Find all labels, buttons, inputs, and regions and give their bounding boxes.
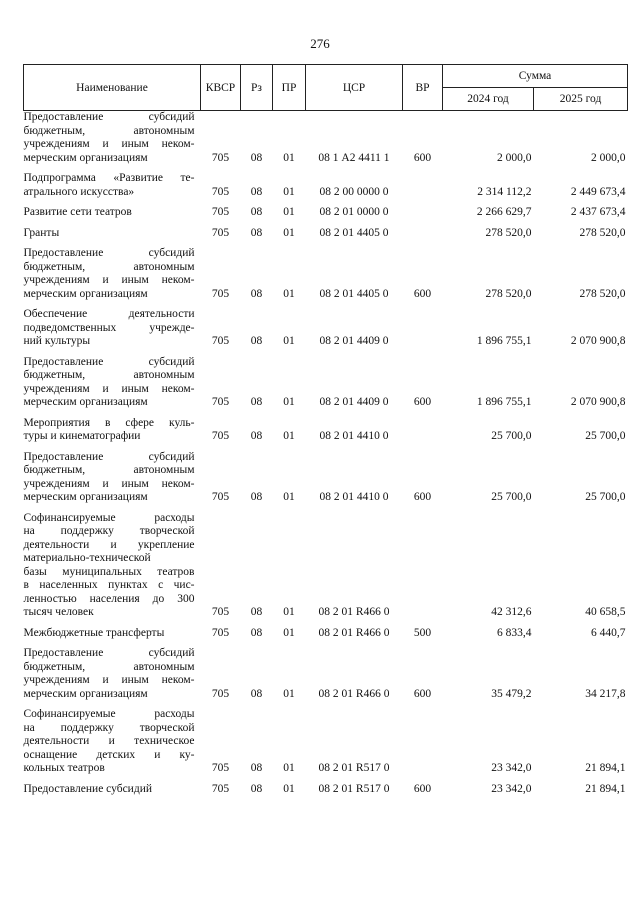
row-sum-2025: 40 658,5 — [585, 606, 626, 618]
row-name-line: мерческим организациям — [23, 687, 148, 700]
row-rz: 08 — [250, 491, 263, 503]
row-pr: 01 — [283, 626, 295, 639]
table-row — [24, 111, 628, 168]
row-vr: 500 — [413, 626, 432, 639]
table-header — [24, 65, 628, 111]
row-name-line: мерческим организациям — [23, 287, 148, 300]
row-name-line: материально-технической — [23, 552, 151, 564]
row-rz: 08 — [250, 185, 263, 198]
row-vr — [403, 222, 443, 243]
row-sum-2024: 2 266 629,7 — [476, 206, 532, 218]
row-vr: 600 — [413, 287, 432, 300]
page-number: 276 — [310, 36, 330, 51]
row-name — [24, 111, 201, 168]
row-name-line: Предоставление субсидий — [23, 450, 195, 463]
row-rz: 08 — [250, 762, 263, 774]
row-rz: 08 — [250, 430, 263, 442]
row-name-line: Обеспечение деятельности — [23, 308, 195, 320]
row-sum-2024: 23 342,0 — [491, 782, 532, 795]
row-sum-2024: 23 342,0 — [491, 762, 532, 774]
row-csr: 08 2 01 4410 0 — [319, 491, 389, 503]
row-name-line: Развитие сети театров — [23, 206, 132, 218]
header-csr: ЦСР — [306, 65, 403, 111]
row-vr: 600 — [413, 687, 432, 700]
row-name-line: на поддержку творческой — [23, 525, 195, 537]
header-pr: ПР — [273, 65, 306, 111]
row-kvsr: 705 — [211, 151, 230, 164]
row-pr: 01 — [283, 185, 295, 198]
row-pr: 01 — [283, 396, 295, 408]
row-sum-2025: 2 437 673,4 — [570, 206, 626, 218]
row-name-line: бюджетным, автономным — [23, 260, 195, 273]
row-name-line: ленностью населения до 300 — [23, 592, 195, 605]
row-rz: 08 — [250, 396, 263, 408]
row-sum-2024: 278 520,0 — [485, 226, 532, 239]
row-vr — [403, 507, 443, 622]
table-row — [24, 778, 628, 799]
row-name-line: Предоставление субсидий — [23, 355, 195, 368]
row-name-line: деятельности и укрепление — [23, 538, 195, 551]
row-name-line: бюджетным, автономным — [23, 369, 195, 381]
row-sum-2025: 2 070 900,8 — [570, 335, 626, 347]
row-name-line: Софинансируемые расходы — [23, 708, 195, 720]
header-sum: Сумма — [443, 65, 628, 88]
row-pr: 01 — [283, 335, 295, 347]
row-name — [24, 642, 201, 703]
row-vr — [403, 703, 443, 778]
table-row — [24, 201, 628, 222]
row-name-line: бюджетным, автономным — [23, 464, 195, 476]
row-rz: 08 — [250, 626, 263, 639]
row-name-line: на поддержку творческой — [23, 721, 195, 734]
header-rz: Рз — [241, 65, 273, 111]
row-sum-2024: 1 896 755,1 — [476, 396, 532, 408]
row-sum-2025: 6 440,7 — [591, 626, 626, 639]
row-vr — [403, 201, 443, 222]
table-row — [24, 446, 628, 507]
row-sum-2025: 25 700,0 — [585, 430, 626, 442]
row-vr: 600 — [413, 782, 432, 795]
budget-table — [23, 64, 628, 798]
header-year-2024: 2024 год — [443, 88, 534, 111]
row-pr: 01 — [283, 491, 295, 503]
row-name-line: базы муниципальных театров — [23, 565, 195, 578]
table-row — [24, 351, 628, 412]
row-name-line: мерческим организациям — [23, 396, 148, 408]
row-name-line: мерческим организациям — [23, 491, 148, 503]
row-name-line: Подпрограмма «Развитие те- — [23, 172, 195, 184]
row-sum-2024: 1 896 755,1 — [476, 335, 532, 347]
row-kvsr: 705 — [211, 396, 230, 408]
row-csr: 08 2 01 R466 0 — [318, 626, 390, 639]
row-rz: 08 — [250, 335, 263, 347]
table-row — [24, 412, 628, 446]
row-name-line: учреждениям и иным неком- — [23, 138, 195, 150]
row-csr: 08 2 00 0000 0 — [319, 185, 389, 198]
row-sum-2024: 25 700,0 — [491, 430, 532, 442]
row-kvsr: 705 — [211, 287, 230, 300]
header-year-2025: 2025 год — [534, 88, 628, 111]
row-sum-2025: 278 520,0 — [579, 287, 626, 300]
row-name-line: мерческим организациям — [23, 151, 148, 164]
row-pr: 01 — [283, 206, 295, 218]
row-name-line: в населенных пунктах с чис- — [23, 579, 195, 591]
row-name — [24, 242, 201, 303]
row-name — [24, 303, 201, 351]
row-sum-2024: 2 314 112,2 — [477, 185, 532, 198]
row-csr: 08 2 01 R517 0 — [318, 762, 390, 774]
row-csr: 08 2 01 4410 0 — [319, 430, 389, 442]
row-sum-2025: 25 700,0 — [585, 491, 626, 503]
row-name-line: туры и кинематографии — [23, 430, 141, 442]
row-csr: 08 2 01 4409 0 — [319, 396, 389, 408]
row-csr: 08 2 01 R517 0 — [318, 782, 390, 795]
row-csr: 08 2 01 R466 0 — [318, 606, 390, 618]
row-name — [24, 201, 201, 222]
table-row — [24, 242, 628, 303]
row-sum-2025: 21 894,1 — [585, 782, 626, 795]
row-vr — [403, 303, 443, 351]
row-name-line: оснащение детских и ку- — [23, 748, 195, 761]
row-pr: 01 — [283, 762, 295, 774]
row-name-line: атрального искусства» — [23, 185, 135, 198]
row-kvsr: 705 — [211, 687, 230, 700]
row-name — [24, 412, 201, 446]
row-pr: 01 — [283, 226, 295, 239]
row-sum-2025: 2 449 673,4 — [570, 185, 626, 198]
table-row — [24, 222, 628, 243]
row-csr: 08 2 01 4409 0 — [319, 335, 389, 347]
row-name — [24, 351, 201, 412]
row-name-line: Софинансируемые расходы — [23, 511, 195, 524]
row-rz: 08 — [250, 206, 263, 218]
row-kvsr: 705 — [211, 185, 230, 198]
row-name-line: Предоставление субсидий — [23, 782, 152, 795]
row-sum-2024: 35 479,2 — [491, 687, 532, 700]
row-vr: 600 — [413, 151, 432, 164]
row-pr: 01 — [283, 687, 295, 700]
row-name-line: кольных театров — [23, 762, 105, 774]
row-name-line: учреждениям и иным неком- — [23, 274, 195, 286]
row-name-line: подведомственных учрежде- — [23, 321, 195, 334]
row-vr — [403, 167, 443, 201]
row-name-line: Мероприятия в сфере куль- — [23, 416, 195, 429]
row-kvsr: 705 — [211, 206, 230, 218]
table-row — [24, 642, 628, 703]
row-kvsr: 705 — [211, 782, 230, 795]
row-sum-2024: 2 000,0 — [497, 151, 532, 164]
row-name-line: бюджетным, автономным — [23, 124, 195, 137]
table-row — [24, 703, 628, 778]
row-name-line: учреждениям и иным неком- — [23, 477, 195, 490]
table-row — [24, 507, 628, 622]
row-csr: 08 2 01 0000 0 — [319, 206, 389, 218]
row-csr: 08 1 А2 4411 1 — [318, 151, 390, 164]
row-kvsr: 705 — [211, 626, 230, 639]
row-name — [24, 222, 201, 243]
row-name — [24, 167, 201, 201]
row-pr: 01 — [283, 782, 295, 795]
row-name-line: бюджетным, автономным — [23, 660, 195, 673]
row-name — [24, 778, 201, 799]
row-name-line: Предоставление субсидий — [23, 111, 195, 123]
row-name — [24, 507, 201, 622]
row-name — [24, 622, 201, 643]
row-name-line: Межбюджетные трансферты — [23, 626, 165, 639]
row-sum-2025: 34 217,8 — [585, 687, 626, 700]
table-row — [24, 167, 628, 201]
row-pr: 01 — [283, 287, 295, 300]
row-pr: 01 — [283, 151, 295, 164]
row-pr: 01 — [283, 430, 295, 442]
row-name-line: тысяч человек — [23, 606, 94, 618]
row-sum-2025: 2 070 900,8 — [570, 396, 626, 408]
row-name-line: деятельности и техническое — [23, 735, 195, 747]
header-kvsr: КВСР — [201, 65, 241, 111]
row-vr: 600 — [413, 396, 432, 408]
row-sum-2025: 278 520,0 — [579, 226, 626, 239]
row-kvsr: 705 — [211, 226, 230, 239]
row-name-line: Гранты — [23, 226, 60, 239]
row-name-line: учреждениям и иным неком- — [23, 674, 195, 686]
row-name — [24, 446, 201, 507]
row-name — [24, 703, 201, 778]
row-rz: 08 — [250, 226, 263, 239]
row-name-line: ний культуры — [23, 335, 91, 347]
row-rz: 08 — [250, 687, 263, 700]
row-csr: 08 2 01 4405 0 — [319, 287, 389, 300]
row-rz: 08 — [250, 782, 263, 795]
row-kvsr: 705 — [211, 335, 230, 347]
table-body — [24, 111, 628, 799]
row-sum-2024: 6 833,4 — [497, 626, 532, 639]
row-sum-2025: 21 894,1 — [585, 762, 626, 774]
header-vr: ВР — [403, 65, 443, 111]
row-name-line: Предоставление субсидий — [23, 647, 195, 659]
row-vr — [403, 412, 443, 446]
row-kvsr: 705 — [211, 430, 230, 442]
table-row — [24, 303, 628, 351]
row-sum-2024: 42 312,6 — [491, 606, 532, 618]
row-sum-2025: 2 000,0 — [591, 151, 626, 164]
row-kvsr: 705 — [211, 762, 230, 774]
table-row — [24, 622, 628, 643]
row-rz: 08 — [250, 151, 263, 164]
row-name-line: Предоставление субсидий — [23, 247, 195, 259]
row-vr: 600 — [413, 491, 432, 503]
row-sum-2024: 25 700,0 — [491, 491, 532, 503]
row-rz: 08 — [250, 287, 263, 300]
row-csr: 08 2 01 4405 0 — [319, 226, 389, 239]
header-name: Наименование — [24, 65, 201, 111]
row-name-line: учреждениям и иным неком- — [23, 382, 195, 395]
row-sum-2024: 278 520,0 — [485, 287, 532, 300]
row-kvsr: 705 — [211, 491, 230, 503]
row-pr: 01 — [283, 606, 295, 618]
row-csr: 08 2 01 R466 0 — [318, 687, 390, 700]
row-rz: 08 — [250, 606, 263, 618]
row-kvsr: 705 — [211, 606, 230, 618]
